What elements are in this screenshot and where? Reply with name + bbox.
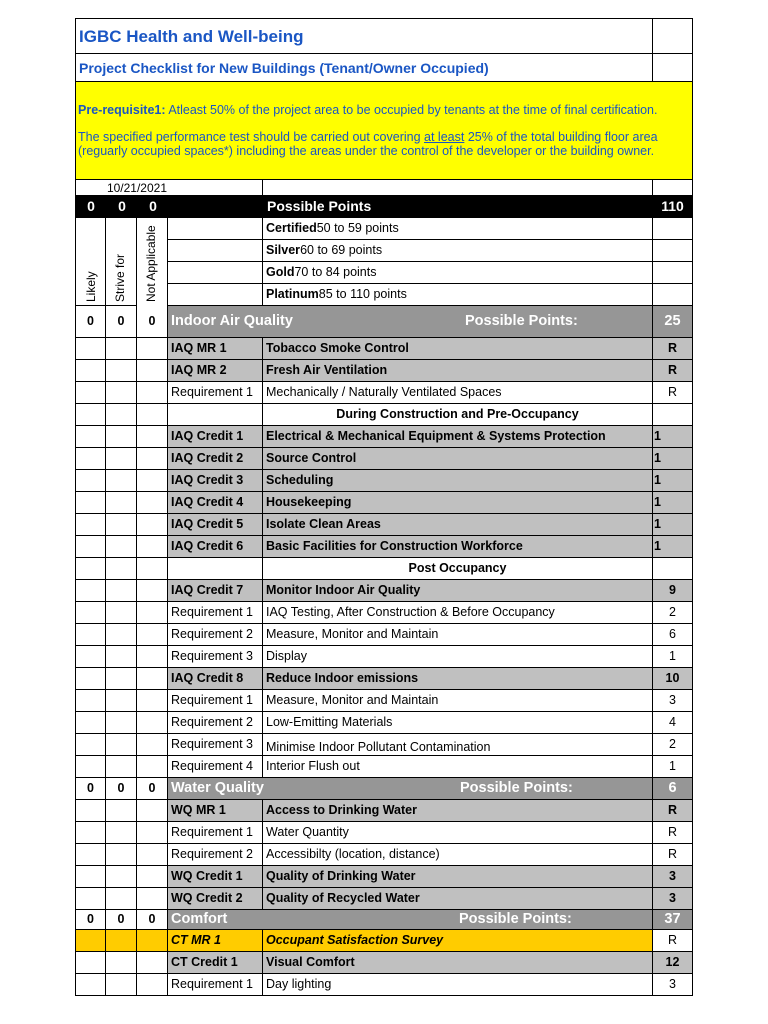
likely-cell xyxy=(75,580,106,602)
ct-likely: 0 xyxy=(75,910,106,930)
cell xyxy=(653,18,693,54)
na-cell xyxy=(137,492,168,514)
level-silver: Silver 60 to 69 points xyxy=(263,240,653,262)
credit-code: CT MR 1 xyxy=(168,930,263,952)
na-cell xyxy=(137,404,168,426)
credit-code: Requirement 3 xyxy=(168,734,263,756)
checklist-row xyxy=(75,930,693,952)
credit-code: IAQ MR 2 xyxy=(168,360,263,382)
subheading: Post Occupancy xyxy=(263,558,653,580)
strive-cell xyxy=(106,646,137,668)
credit-name: IAQ Testing, After Construction & Before Occupancy xyxy=(263,602,653,624)
credit-code: IAQ Credit 2 xyxy=(168,448,263,470)
credit-points: 6 xyxy=(653,624,693,646)
checklist-row xyxy=(75,536,693,558)
credit-points: 1 xyxy=(653,470,693,492)
cell xyxy=(653,180,693,196)
credit-code: Requirement 2 xyxy=(168,844,263,866)
iaq-title-cell xyxy=(168,306,653,338)
likely-cell xyxy=(75,952,106,974)
credit-points: 10 xyxy=(653,668,693,690)
iaq-strive: 0 xyxy=(106,306,137,338)
na-cell xyxy=(137,888,168,910)
credit-name: Access to Drinking Water xyxy=(263,800,653,822)
strive-cell xyxy=(106,734,137,756)
likely-header-label: Likely xyxy=(84,271,98,302)
credit-name: Occupant Satisfaction Survey xyxy=(263,930,653,952)
na-cell xyxy=(137,866,168,888)
strive-cell xyxy=(106,360,137,382)
cell xyxy=(168,262,263,284)
na-cell xyxy=(137,448,168,470)
credit-code: WQ MR 1 xyxy=(168,800,263,822)
credit-name: Mechanically / Naturally Ventilated Spaces xyxy=(263,382,653,404)
na-cell xyxy=(137,974,168,996)
na-cell xyxy=(137,602,168,624)
credit-points: 3 xyxy=(653,866,693,888)
checklist-row xyxy=(75,734,693,756)
likely-cell xyxy=(75,800,106,822)
na-cell xyxy=(137,756,168,778)
likely-cell xyxy=(75,448,106,470)
checklist-row xyxy=(75,712,693,734)
checklist-row xyxy=(75,844,693,866)
cell xyxy=(168,218,263,240)
checklist-row xyxy=(75,580,693,602)
section-indoor-air-quality xyxy=(75,306,693,338)
likely-cell xyxy=(75,558,106,580)
credit-code: WQ Credit 1 xyxy=(168,866,263,888)
credit-name: Fresh Air Ventilation xyxy=(263,360,653,382)
na-cell xyxy=(137,668,168,690)
checklist-row xyxy=(75,866,693,888)
perf-underline: at least xyxy=(424,130,465,144)
na-cell xyxy=(137,580,168,602)
strive-cell xyxy=(106,470,137,492)
na-cell xyxy=(137,338,168,360)
credit-points: 2 xyxy=(653,734,693,756)
certification-levels xyxy=(75,218,693,306)
wq-pp-label: Possible Points: xyxy=(460,780,573,797)
ct-pp-label: Possible Points: xyxy=(459,911,572,928)
strive-cell xyxy=(106,558,137,580)
likely-cell xyxy=(75,338,106,360)
perf-text-2: 25% of the total building floor area xyxy=(464,130,658,144)
credit-code: Requirement 1 xyxy=(168,690,263,712)
credit-code: Requirement 2 xyxy=(168,712,263,734)
na-cell xyxy=(137,952,168,974)
strive-cell xyxy=(106,514,137,536)
credit-name: Accessibilty (location, distance) xyxy=(263,844,653,866)
strive-cell xyxy=(106,580,137,602)
credit-name: Housekeeping xyxy=(263,492,653,514)
na-cell xyxy=(137,514,168,536)
credit-name: Day lighting xyxy=(263,974,653,996)
date-row xyxy=(75,180,693,196)
iaq-na: 0 xyxy=(137,306,168,338)
credit-code: IAQ Credit 3 xyxy=(168,470,263,492)
credit-code: Requirement 1 xyxy=(168,382,263,404)
na-cell xyxy=(137,382,168,404)
iaq-points: 25 xyxy=(653,306,693,338)
credit-code: IAQ Credit 6 xyxy=(168,536,263,558)
strive-cell xyxy=(106,974,137,996)
strive-cell xyxy=(106,952,137,974)
cell xyxy=(653,404,693,426)
credit-points: 1 xyxy=(653,448,693,470)
credit-code: CT Credit 1 xyxy=(168,952,263,974)
strive-header xyxy=(106,218,137,306)
likely-cell xyxy=(75,822,106,844)
level-certified: Certified 50 to 59 points xyxy=(263,218,653,240)
na-header xyxy=(137,218,168,306)
likely-cell xyxy=(75,492,106,514)
strive-cell xyxy=(106,536,137,558)
likely-cell xyxy=(75,602,106,624)
credit-name: Minimise Indoor Pollutant Contamination xyxy=(263,734,653,756)
na-cell xyxy=(137,822,168,844)
date-label: 10/21/2021 xyxy=(75,180,263,196)
cell xyxy=(653,262,693,284)
credit-points: 4 xyxy=(653,712,693,734)
page-subtitle: Project Checklist for New Buildings (Tenant/Owner Occupied) xyxy=(75,54,653,82)
credit-name: Basic Facilities for Construction Workforce xyxy=(263,536,653,558)
strive-cell xyxy=(106,602,137,624)
checklist-row xyxy=(75,690,693,712)
total-points-row xyxy=(75,196,693,218)
likely-cell xyxy=(75,624,106,646)
cell xyxy=(653,558,693,580)
credit-name: Low-Emitting Materials xyxy=(263,712,653,734)
checklist-row xyxy=(75,514,693,536)
likely-cell xyxy=(75,690,106,712)
credit-points: 1 xyxy=(653,492,693,514)
credit-points: 3 xyxy=(653,690,693,712)
na-total: 0 xyxy=(138,196,169,217)
subheading: During Construction and Pre-Occupancy xyxy=(263,404,653,426)
strive-header-label: Strive for xyxy=(113,253,127,302)
strive-cell xyxy=(106,800,137,822)
credit-points: 3 xyxy=(653,888,693,910)
subheading-row xyxy=(75,404,693,426)
credit-name: Interior Flush out xyxy=(263,756,653,778)
strive-cell xyxy=(106,624,137,646)
credit-name: Isolate Clean Areas xyxy=(263,514,653,536)
checklist-row xyxy=(75,360,693,382)
credit-name: Monitor Indoor Air Quality xyxy=(263,580,653,602)
na-cell xyxy=(137,646,168,668)
strive-cell xyxy=(106,338,137,360)
ct-strive: 0 xyxy=(106,910,137,930)
ct-points: 37 xyxy=(653,910,693,930)
likely-cell xyxy=(75,844,106,866)
cell xyxy=(653,284,693,306)
credit-code: IAQ Credit 4 xyxy=(168,492,263,514)
likely-cell xyxy=(75,668,106,690)
wq-rows xyxy=(75,800,693,910)
cell xyxy=(168,558,263,580)
credit-code: IAQ Credit 1 xyxy=(168,426,263,448)
wq-title: Water Quality xyxy=(171,780,264,797)
credit-name: Measure, Monitor and Maintain xyxy=(263,624,653,646)
possible-points-label: Possible Points xyxy=(264,196,654,217)
checklist-sheet xyxy=(75,18,693,996)
na-cell xyxy=(137,712,168,734)
checklist-row xyxy=(75,426,693,448)
checklist-row xyxy=(75,602,693,624)
credit-points: 1 xyxy=(653,514,693,536)
level-gold: Gold 70 to 84 points xyxy=(263,262,653,284)
likely-cell xyxy=(75,974,106,996)
cell xyxy=(653,218,693,240)
cell xyxy=(653,240,693,262)
credit-code: Requirement 2 xyxy=(168,624,263,646)
strive-cell xyxy=(106,822,137,844)
iaq-likely: 0 xyxy=(75,306,106,338)
credit-name: Display xyxy=(263,646,653,668)
credit-points: 9 xyxy=(653,580,693,602)
credit-name: Quality of Recycled Water xyxy=(263,888,653,910)
strive-total: 0 xyxy=(107,196,138,217)
checklist-row xyxy=(75,800,693,822)
cell xyxy=(263,180,653,196)
credit-code: WQ Credit 2 xyxy=(168,888,263,910)
possible-points-value: 110 xyxy=(654,196,692,217)
credit-points: R xyxy=(653,360,693,382)
likely-cell xyxy=(75,470,106,492)
strive-cell xyxy=(106,382,137,404)
likely-cell xyxy=(75,404,106,426)
credit-name: Scheduling xyxy=(263,470,653,492)
na-cell xyxy=(137,470,168,492)
likely-cell xyxy=(75,756,106,778)
strive-cell xyxy=(106,756,137,778)
checklist-row xyxy=(75,338,693,360)
checklist-row xyxy=(75,822,693,844)
strive-cell xyxy=(106,690,137,712)
credit-name: Tobacco Smoke Control xyxy=(263,338,653,360)
credit-name: Visual Comfort xyxy=(263,952,653,974)
prereq-label: Pre-requisite1: xyxy=(78,103,166,117)
strive-cell xyxy=(106,668,137,690)
likely-cell xyxy=(75,888,106,910)
checklist-row xyxy=(75,646,693,668)
cell xyxy=(168,284,263,306)
credit-points: 1 xyxy=(653,756,693,778)
iaq-rows xyxy=(75,338,693,778)
credit-name: Reduce Indoor emissions xyxy=(263,668,653,690)
credit-code: Requirement 4 xyxy=(168,756,263,778)
page-title: IGBC Health and Well-being xyxy=(75,18,653,54)
credit-points: 12 xyxy=(653,952,693,974)
prereq-text: Atleast 50% of the project area to be occupied by tenants at the time of final certification. xyxy=(165,103,658,117)
credit-code: IAQ Credit 5 xyxy=(168,514,263,536)
na-cell xyxy=(137,558,168,580)
checklist-row xyxy=(75,382,693,404)
strive-cell xyxy=(106,930,137,952)
performance-note xyxy=(78,130,658,158)
likely-cell xyxy=(75,712,106,734)
credit-points: R xyxy=(653,822,693,844)
credit-name: Measure, Monitor and Maintain xyxy=(263,690,653,712)
strive-cell xyxy=(106,448,137,470)
title-row xyxy=(75,18,693,54)
strive-cell xyxy=(106,844,137,866)
credit-code: IAQ MR 1 xyxy=(168,338,263,360)
checklist-row xyxy=(75,756,693,778)
na-cell xyxy=(137,690,168,712)
credit-code: Requirement 1 xyxy=(168,602,263,624)
credit-points: R xyxy=(653,930,693,952)
credit-points: R xyxy=(653,338,693,360)
credit-name: Quality of Drinking Water xyxy=(263,866,653,888)
credit-points: 1 xyxy=(653,646,693,668)
credit-code: IAQ Credit 7 xyxy=(168,580,263,602)
cell xyxy=(168,404,263,426)
checklist-row xyxy=(75,448,693,470)
credit-points: 1 xyxy=(653,426,693,448)
section-water-quality xyxy=(75,778,693,800)
wq-title-cell xyxy=(168,778,653,800)
strive-cell xyxy=(106,888,137,910)
wq-na: 0 xyxy=(137,778,168,800)
likely-cell xyxy=(75,866,106,888)
checklist-row xyxy=(75,624,693,646)
na-cell xyxy=(137,930,168,952)
subtitle-row xyxy=(75,54,693,82)
ct-na: 0 xyxy=(137,910,168,930)
perf-text-3: (reguarly occupied spaces*) including the areas under the control of the developer or the building owner. xyxy=(78,144,655,158)
checklist-row xyxy=(75,492,693,514)
credit-points: R xyxy=(653,800,693,822)
level-platinum: Platinum 85 to 110 points xyxy=(263,284,653,306)
credit-code: Requirement 1 xyxy=(168,822,263,844)
checklist-row xyxy=(75,974,693,996)
na-cell xyxy=(137,734,168,756)
section-comfort xyxy=(75,910,693,930)
strive-cell xyxy=(106,492,137,514)
likely-total: 0 xyxy=(76,196,107,217)
cell xyxy=(653,54,693,82)
na-cell xyxy=(137,536,168,558)
na-cell xyxy=(137,426,168,448)
checklist-row xyxy=(75,470,693,492)
iaq-pp-label: Possible Points: xyxy=(465,313,578,330)
likely-cell xyxy=(75,734,106,756)
cell xyxy=(168,240,263,262)
credit-name: Electrical & Mechanical Equipment & Systems Protection xyxy=(263,426,653,448)
ct-rows xyxy=(75,930,693,996)
checklist-row xyxy=(75,668,693,690)
credit-points: 1 xyxy=(653,536,693,558)
likely-cell xyxy=(75,514,106,536)
iaq-title: Indoor Air Quality xyxy=(171,313,293,330)
credit-points: R xyxy=(653,844,693,866)
prereq-note xyxy=(78,103,658,117)
likely-cell xyxy=(75,646,106,668)
subheading-row xyxy=(75,558,693,580)
na-cell xyxy=(137,844,168,866)
credit-points: 2 xyxy=(653,602,693,624)
strive-cell xyxy=(106,866,137,888)
strive-cell xyxy=(106,712,137,734)
na-cell xyxy=(137,360,168,382)
credit-name: Water Quantity xyxy=(263,822,653,844)
likely-cell xyxy=(75,382,106,404)
ct-title-cell xyxy=(168,910,653,930)
wq-strive: 0 xyxy=(106,778,137,800)
wq-points: 6 xyxy=(653,778,693,800)
credit-code: Requirement 1 xyxy=(168,974,263,996)
checklist-row xyxy=(75,952,693,974)
na-cell xyxy=(137,800,168,822)
likely-cell xyxy=(75,426,106,448)
likely-cell xyxy=(75,536,106,558)
credit-points: 3 xyxy=(653,974,693,996)
na-cell xyxy=(137,624,168,646)
strive-cell xyxy=(106,426,137,448)
na-header-label: Not Applicable xyxy=(144,225,158,302)
credit-name: Source Control xyxy=(263,448,653,470)
credit-code: IAQ Credit 8 xyxy=(168,668,263,690)
perf-text-1: The specified performance test should be carried out covering xyxy=(78,130,425,144)
notes-block xyxy=(75,82,693,180)
checklist-row xyxy=(75,888,693,910)
likely-cell xyxy=(75,930,106,952)
credit-code: Requirement 3 xyxy=(168,646,263,668)
ct-title: Comfort xyxy=(171,911,228,928)
likely-cell xyxy=(75,360,106,382)
credit-points: R xyxy=(653,382,693,404)
wq-likely: 0 xyxy=(75,778,106,800)
likely-header xyxy=(75,218,106,306)
strive-cell xyxy=(106,404,137,426)
